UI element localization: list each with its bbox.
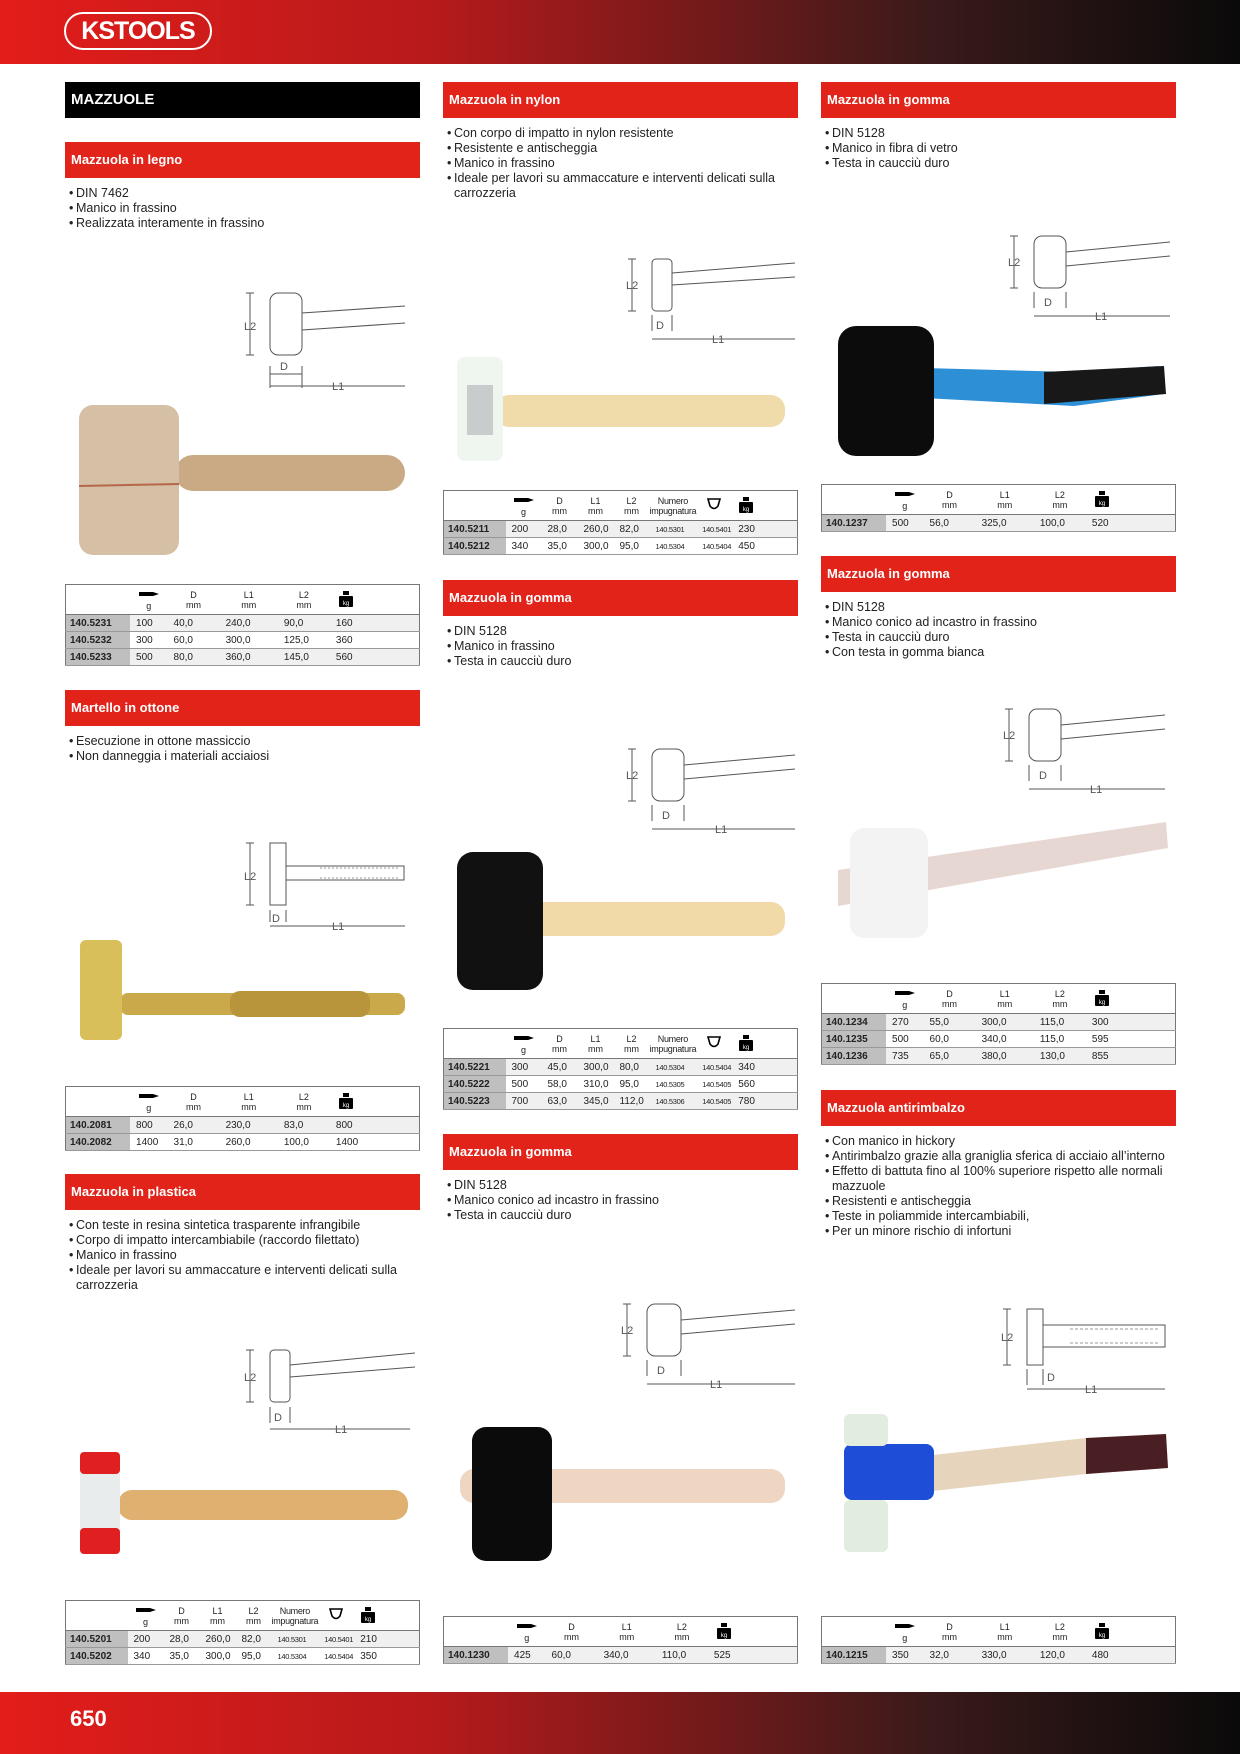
weight-icon (361, 1607, 375, 1623)
table-row: 140.5233 500 80,0 360,0 145,0 560 (66, 649, 420, 666)
dead-blow-mallet-image (836, 1410, 1169, 1558)
section-title: Mazzuola in gomma (443, 1134, 798, 1170)
bullet: • Con corpo di impatto in nylon resistente (443, 126, 798, 141)
section-plastica (65, 1174, 420, 1293)
specs-table-antirimbalzo: g D mm L1 mm L2 mm 140.1215 350 32,0 330,0 120,0 480 (821, 1616, 1176, 1664)
svg-text:L2: L2 (1008, 257, 1021, 269)
black-rubber-mallet-conical-image (458, 1425, 788, 1565)
weight-icon (717, 1623, 731, 1639)
specs-table-nylon: g D mm L1 mm L2 mm Numero impugnatura 140.5211 200 28,0 260,0 82,0 140.5301 140.5401 230 140.5212 340 35,0 300,0 95,0 140.5304 140.5404 450 (443, 490, 798, 555)
table-row: 140.5211 200 28,0 260,0 82,0 140.5301 140.5401 230 (444, 521, 798, 538)
diagram-label-d: D (280, 361, 288, 373)
category-title: MAZZUOLE (65, 82, 420, 118)
bullet: • Manico in fibra di vetro (821, 141, 1176, 156)
bullet: • Manico in frassino (443, 639, 798, 654)
section-title: Mazzuola antirimbalzo (821, 1090, 1176, 1126)
bullet: • Antirimbalzo grazie alla graniglia sferica di acciaio all’interno (821, 1149, 1176, 1164)
dimension-diagram (615, 1300, 800, 1392)
svg-text:L2: L2 (244, 1372, 257, 1384)
weight-icon (739, 1035, 753, 1051)
table-row: 140.5212 340 35,0 300,0 95,0 140.5304 140.5404 450 (444, 538, 798, 555)
specs-table-gomma-mid1: g D mm L1 mm L2 mm Numero impugnatura 140.5221 300 45,0 300,0 80,0 140.5304 140.5404 340 140.5222 500 58,0 310,0 95,0 140.5305 140.5405 560 140.5223 700 63,0 345,0 112,0 140.5306 140.5405 780 (443, 1028, 798, 1110)
hammer-head-icon (514, 1033, 534, 1043)
table-row: 140.1234 270 55,0 300,0 115,0 300 (822, 1014, 1176, 1031)
section-title: Mazzuola in gomma (443, 580, 798, 616)
bullet: • Con manico in hickory (821, 1134, 1176, 1149)
brand-logo[interactable]: KSTOOLS (64, 12, 212, 50)
bullet: • Testa in caucciù duro (443, 1208, 798, 1223)
dimension-diagram (240, 1345, 420, 1437)
bullet: • Corpo di impatto intercambiabile (raccordo filettato) (65, 1233, 420, 1248)
section-title: Mazzuola in legno (65, 142, 420, 178)
svg-text:L2: L2 (626, 280, 639, 292)
dimension-diagram (995, 1305, 1170, 1397)
grip-icon (707, 1036, 721, 1050)
table-row: 140.5202 340 35,0 300,0 95,0 140.5304 140.5404 350 (66, 1648, 420, 1665)
specs-table-ottone: g D mm L1 mm L2 mm 140.2081 800 26,0 230,0 83,0 800 140.2082 1400 31,0 260,0 100,0 1400 (65, 1086, 420, 1151)
table-row: 140.5201 200 28,0 260,0 82,0 140.5301 140.5401 210 (66, 1631, 420, 1648)
hammer-head-icon (136, 1605, 156, 1615)
fiberglass-rubber-mallet-image (834, 322, 1169, 462)
table-row: 140.1235 500 60,0 340,0 115,0 595 (822, 1031, 1176, 1048)
svg-text:L1: L1 (710, 1379, 723, 1391)
bullet: • DIN 5128 (443, 1178, 798, 1193)
section-ottone (65, 690, 420, 764)
bullet: • Manico conico ad incastro in frassino (443, 1193, 798, 1208)
weight-icon (1095, 491, 1109, 507)
grip-icon (329, 1608, 343, 1622)
table-row: 140.5221 300 45,0 300,0 80,0 140.5304 140.5404 340 (444, 1059, 798, 1076)
section-gomma-mid1 (443, 580, 798, 669)
svg-text:L1: L1 (1085, 1384, 1098, 1396)
dimension-diagram (620, 745, 800, 837)
plastic-mallet-image (78, 1450, 410, 1560)
svg-text:L2: L2 (621, 1325, 634, 1337)
svg-text:L1: L1 (715, 824, 728, 836)
section-title: Mazzuola in plastica (65, 1174, 420, 1210)
dimension-diagram (240, 288, 410, 398)
brass-hammer-image (80, 935, 410, 1045)
table-row: 140.2082 1400 31,0 260,0 100,0 1400 (66, 1134, 420, 1151)
svg-text:D: D (1044, 297, 1052, 309)
nylon-mallet-image (455, 355, 787, 465)
table-row: 140.1236 735 65,0 380,0 130,0 855 (822, 1048, 1176, 1065)
table-row: 140.5231 100 40,0 240,0 90,0 160 (66, 615, 420, 632)
section-nylon (443, 82, 798, 201)
dimension-diagram (1000, 232, 1175, 324)
dimension-diagram (620, 255, 800, 347)
section-title: Mazzuola in gomma (821, 556, 1176, 592)
section-gomma-mid2 (443, 1134, 798, 1223)
bullet: • Con testa in gomma bianca (821, 645, 1176, 660)
table-row: 140.5232 300 60,0 300,0 125,0 360 (66, 632, 420, 649)
bullet: • DIN 7462 (65, 186, 420, 201)
bullet: • DIN 5128 (443, 624, 798, 639)
section-title: Mazzuola in nylon (443, 82, 798, 118)
bullet: • Ideale per lavori su ammaccature e interventi delicati sulla carrozzeria (65, 1263, 420, 1293)
table-row: 140.5222 500 58,0 310,0 95,0 140.5305 140.5405 560 (444, 1076, 798, 1093)
section-mazzuole (65, 82, 420, 118)
svg-text:L2: L2 (1003, 730, 1016, 742)
bullet: • DIN 5128 (821, 600, 1176, 615)
diagram-label-l2: L2 (244, 321, 257, 333)
svg-text:L1: L1 (712, 334, 725, 346)
hammer-head-icon (895, 988, 915, 998)
section-legno (65, 142, 420, 231)
specs-table-plastica: g D mm L1 mm L2 mm Numero impugnatura 140.5201 200 28,0 260,0 82,0 140.5301 140.5401 210 140.5202 340 35,0 300,0 95,0 140.5304 140.5404 350 (65, 1600, 420, 1665)
weight-icon (339, 1093, 353, 1109)
bullet: • Resistente e antischeggia (443, 141, 798, 156)
section-gomma-r2 (821, 556, 1176, 660)
svg-text:L2: L2 (626, 770, 639, 782)
hammer-head-icon (895, 1621, 915, 1631)
page-number: 650 (70, 1706, 107, 1731)
weight-icon (339, 591, 353, 607)
bullet: • Manico conico ad incastro in frassino (821, 615, 1176, 630)
specs-table-gomma-r1: g D mm L1 mm L2 mm 140.1237 500 56,0 325,0 100,0 520 (821, 484, 1176, 532)
svg-text:D: D (656, 320, 664, 332)
weight-icon (1095, 1623, 1109, 1639)
bullet: • Ideale per lavori su ammaccature e interventi delicati sulla carrozzeria (443, 171, 798, 201)
dimension-diagram (995, 705, 1170, 797)
table-row: 140.1215 350 32,0 330,0 120,0 480 (822, 1647, 1176, 1664)
bullet: • Testa in caucciù duro (821, 630, 1176, 645)
svg-text:D: D (662, 810, 670, 822)
bullet: • Resistenti e antischeggia (821, 1194, 1176, 1209)
bullet: • Manico in frassino (65, 1248, 420, 1263)
svg-text:L1: L1 (1090, 784, 1103, 796)
svg-text:D: D (1039, 770, 1047, 782)
bullet: • Realizzata interamente in frassino (65, 216, 420, 231)
diagram-label-l1: L1 (332, 381, 345, 393)
dimension-diagram (240, 838, 410, 930)
svg-text:D: D (274, 1412, 282, 1424)
bullet: • Manico in frassino (443, 156, 798, 171)
white-rubber-mallet-image (836, 820, 1169, 942)
bullet: • Non danneggia i materiali acciaiosi (65, 749, 420, 764)
section-title: Mazzuola in gomma (821, 82, 1176, 118)
svg-text:D: D (657, 1365, 665, 1377)
bullet: • Per un minore rischio di infortuni (821, 1224, 1176, 1239)
weight-icon (1095, 990, 1109, 1006)
hammer-head-icon (517, 1621, 537, 1631)
bullet: • Testa in caucciù duro (821, 156, 1176, 171)
svg-text:L1: L1 (335, 1424, 348, 1436)
page-footer (0, 1692, 1240, 1754)
weight-icon (739, 497, 753, 513)
bullet: • Esecuzione in ottone massiccio (65, 734, 420, 749)
grip-icon (707, 498, 721, 512)
bullet: • Con teste in resina sintetica trasparente infrangibile (65, 1218, 420, 1233)
svg-text:L2: L2 (244, 871, 257, 883)
section-antirimbalzo (821, 1090, 1176, 1239)
table-row: 140.1237 500 56,0 325,0 100,0 520 (822, 515, 1176, 532)
bullet: • Testa in caucciù duro (443, 654, 798, 669)
section-title: Martello in ottone (65, 690, 420, 726)
hammer-head-icon (139, 1091, 159, 1101)
svg-text:L2: L2 (1001, 1332, 1014, 1344)
svg-text:L1: L1 (1095, 311, 1108, 323)
wood-mallet-image (75, 400, 410, 560)
specs-table-legno: g D mm L1 mm L2 mm 140.5231 100 40,0 240,0 90,0 160 140.5232 300 60,0 300,0 125,0 360 140.5233 500 80,0 360,0 145,0 560 (65, 584, 420, 666)
hammer-head-icon (895, 489, 915, 499)
specs-table-gomma-mid2: g D mm L1 mm L2 mm 140.1230 425 60,0 340,0 110,0 525 (443, 1616, 798, 1664)
bullet: • Manico in frassino (65, 201, 420, 216)
table-row: 140.5223 700 63,0 345,0 112,0 140.5306 140.5405 780 (444, 1093, 798, 1110)
hammer-head-icon (139, 589, 159, 599)
svg-text:D: D (272, 913, 280, 925)
page-header (0, 0, 1240, 64)
table-row: 140.1230 425 60,0 340,0 110,0 525 (444, 1647, 798, 1664)
table-row: 140.2081 800 26,0 230,0 83,0 800 (66, 1117, 420, 1134)
svg-text:D: D (1047, 1372, 1055, 1384)
section-gomma-r1 (821, 82, 1176, 171)
svg-text:L1: L1 (332, 921, 345, 930)
bullet: • Teste in poliammide intercambiabili, (821, 1209, 1176, 1224)
bullet: • Effetto di battuta fino al 100% superiore rispetto alle normali mazzuole (821, 1164, 1176, 1194)
specs-table-gomma-r2: g D mm L1 mm L2 mm 140.1234 270 55,0 300,0 115,0 300 140.1235 500 60,0 340,0 115,0 595 140.1236 735 65,0 380,0 130,0 855 (821, 983, 1176, 1065)
black-rubber-mallet-image (455, 850, 787, 995)
bullet: • DIN 5128 (821, 126, 1176, 141)
hammer-head-icon (514, 495, 534, 505)
